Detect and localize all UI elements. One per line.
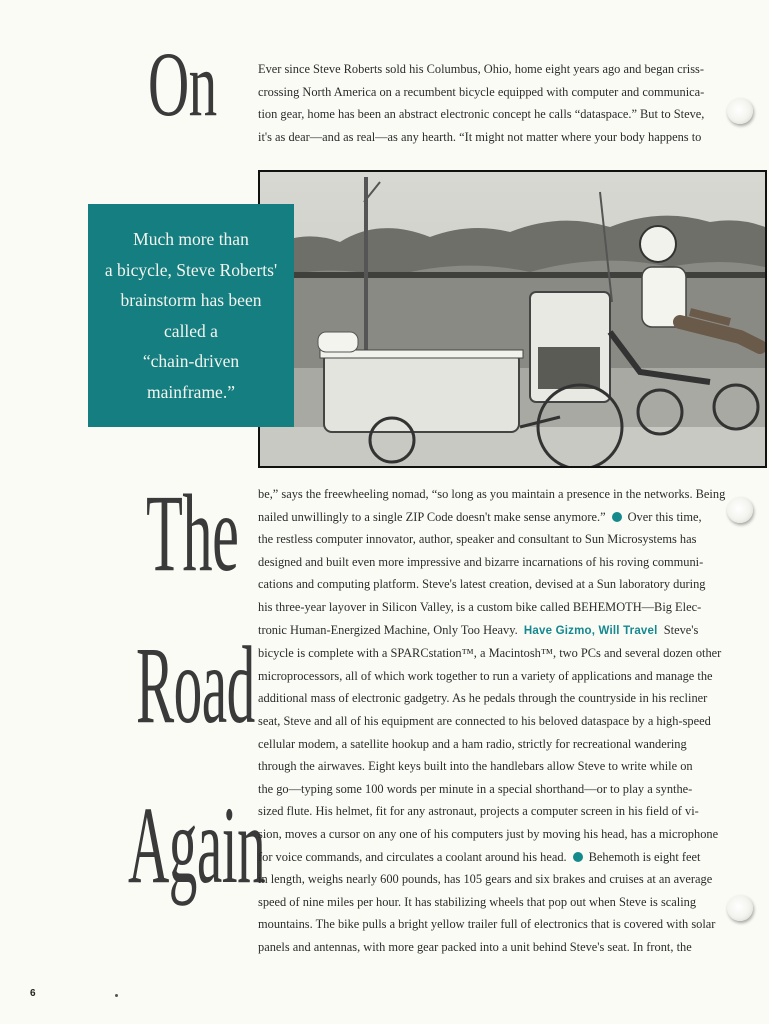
text-line xyxy=(258,846,708,869)
page-number: 6 xyxy=(30,988,36,999)
text-line: crossing North America on a recumbent bicycle equipped with computer and communica- xyxy=(258,84,705,99)
text-span: Behemoth is eight feet xyxy=(588,849,701,864)
text-line: his three-year layover in Silicon Valley, is a custom bike called BEHEMOTH—Big Elec- xyxy=(258,599,702,614)
text-span: for voice commands, and circulates a coolant around his head. xyxy=(258,849,567,864)
text-span: Steve's xyxy=(663,622,699,637)
pull-quote-line: brainstorm has been xyxy=(120,290,262,310)
binder-hole-icon xyxy=(727,497,753,523)
pull-quote-line: “chain-driven xyxy=(142,351,240,371)
text-line: additional mass of electronic gadgetry. As he pedals through the countryside in his recliner xyxy=(258,691,708,706)
text-line: it's as dear—and as real—as any hearth. “It might not matter where your body happens to xyxy=(258,129,702,144)
binder-hole-icon xyxy=(727,895,753,921)
text-line: cellular modem, a satellite hookup and a ham radio, strictly for recreational wandering xyxy=(258,736,687,751)
intro-paragraph xyxy=(258,58,723,148)
section-subhead: Have Gizmo, Will Travel xyxy=(523,624,658,637)
text-line: the restless computer innovator, author, speaker and consultant to Sun Microsystems has xyxy=(258,532,697,547)
text-line: in length, weighs nearly 600 pounds, has 105 gears and six brakes and cruises at an average xyxy=(258,872,713,887)
bullet-dot-icon xyxy=(573,852,583,862)
pull-quote-line: called a xyxy=(164,320,218,341)
pull-quote-line: a bicycle, Steve Roberts' xyxy=(104,259,278,280)
title-word-road: Road xyxy=(136,624,255,746)
text-line: the go—typing some 100 words per minute in a special shorthand—or to play a synthe- xyxy=(258,781,693,796)
bullet-dot-icon xyxy=(612,512,622,522)
text-line: Ever since Steve Roberts sold his Columbus, Ohio, home eight years ago and began criss- xyxy=(258,62,704,76)
text-span: Over this time, xyxy=(627,509,702,524)
text-line: sion, moves a cursor on any one of his computers just by moving his head, has a microphone xyxy=(258,826,719,841)
title-word-again: Again xyxy=(128,784,266,906)
text-line: panels and antennas, with more gear packed into a unit behind Steve's seat. In front, the xyxy=(258,939,692,954)
text-span: tronic Human-Energized Machine, Only Too Heavy. xyxy=(258,622,518,637)
text-line: cations and computing platform. Steve's latest creation, devised at a Sun laboratory during xyxy=(258,577,706,592)
text-line: bicycle is complete with a SPARCstation™, a Macintosh™, two PCs and several dozen other xyxy=(258,646,722,661)
text-line: through the airwaves. Eight keys built into the handlebars allow Steve to write while on xyxy=(258,759,693,774)
title-word-the: The xyxy=(146,472,239,594)
title-word-on: On xyxy=(148,33,217,135)
text-line: microprocessors, all of which work together to run a variety of applications and manage the xyxy=(258,668,713,683)
body-paragraph xyxy=(258,483,726,958)
text-line: seat, Steve and all of his equipment are connected to his beloved dataspace by a high-speed xyxy=(258,713,711,728)
text-line: designed and built even more impressive and bizarre incarnations of his roving communi- xyxy=(258,554,704,569)
photo-illustration xyxy=(260,172,765,466)
text-line: tion gear, home has been an abstract electronic concept he calls “dataspace.” But to Steve, xyxy=(258,107,705,122)
pull-quote-line: Much more than xyxy=(133,229,249,249)
text-line xyxy=(258,619,708,643)
text-line: mountains. The bike pulls a bright yellow trailer full of electronics that is covered with solar xyxy=(258,917,716,932)
text-line: be,” says the freewheeling nomad, “so long as you maintain a presence in the networks. Being xyxy=(258,487,726,501)
text-span: nailed unwillingly to a single ZIP Code doesn't make sense anymore.” xyxy=(258,509,606,524)
recumbent-bike-photo xyxy=(258,170,767,468)
text-line xyxy=(258,506,708,529)
text-line: sized flute. His helmet, fit for any astronaut, projects a computer screen in his field of vi- xyxy=(258,804,699,819)
binder-hole-icon xyxy=(727,98,753,124)
print-speck xyxy=(115,994,118,997)
pull-quote-line: mainframe.” xyxy=(147,381,235,402)
text-line: speed of nine miles per hour. It has stabilizing wheels that pop out when Steve is scaling xyxy=(258,894,697,909)
pull-quote-box xyxy=(88,204,294,427)
